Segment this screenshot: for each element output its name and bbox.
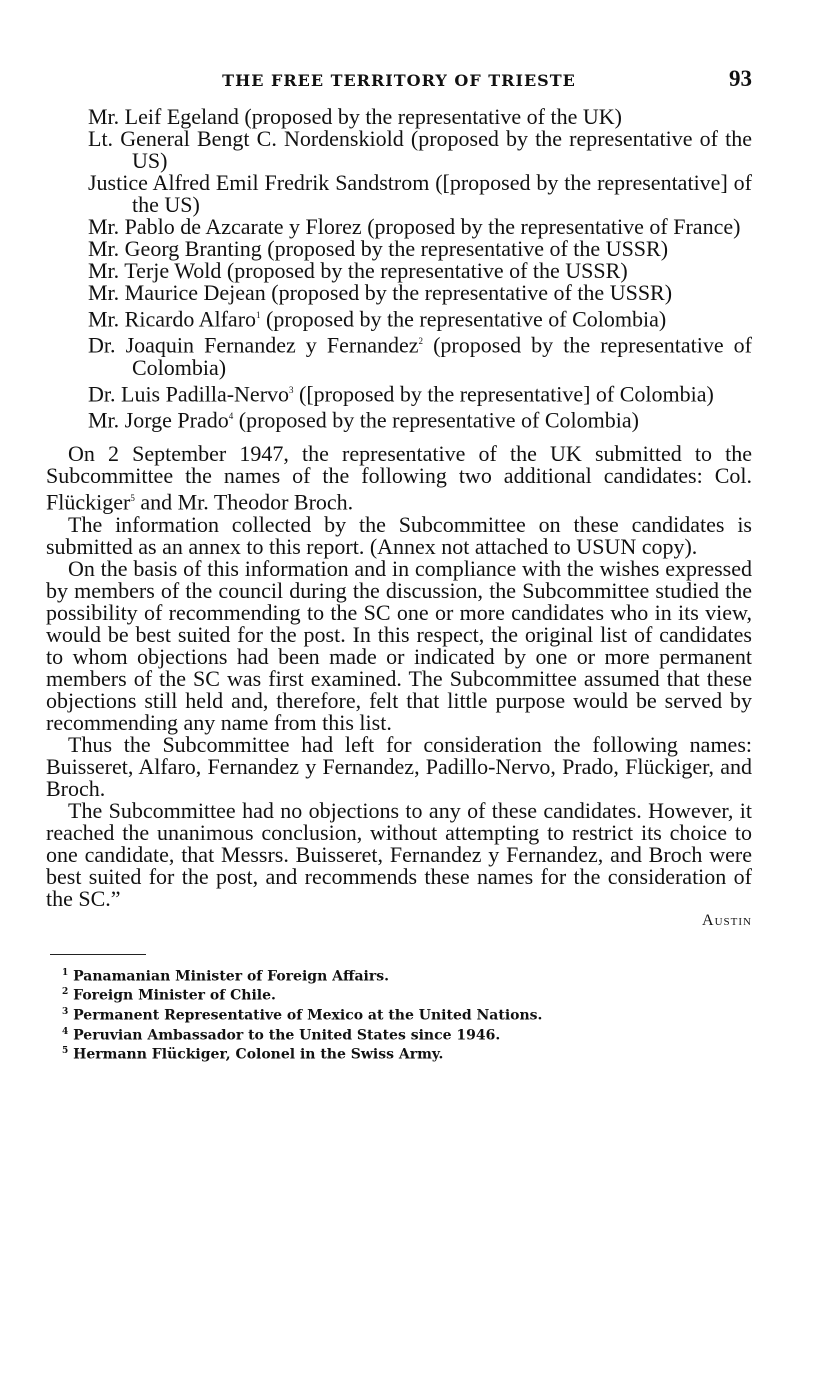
- footnote-text: Panamanian Minister of Foreign Affairs.: [73, 968, 390, 985]
- footnotes: [62, 965, 752, 1063]
- footnote-number: 3: [62, 1006, 69, 1017]
- candidate-item: Justice Alfred Emil Fredrik Sandstrom ([proposed by the representative] of the US): [88, 170, 752, 217]
- page-number: 93: [729, 66, 752, 91]
- candidate-item: [88, 330, 752, 378]
- candidate-item: Mr. Maurice Dejean (proposed by the representative of the USSR): [88, 280, 673, 305]
- body-paragraph: The information collected by the Subcommittee on these candidates is submitted as an annex to this report. (Annex not attached to USUN copy).: [46, 511, 752, 559]
- footnote-number: 2: [62, 987, 69, 998]
- footnote-text: Hermann Flückiger, Colonel in the Swiss Army.: [73, 1046, 444, 1063]
- footnote-number: 4: [62, 1026, 69, 1037]
- candidate-item: Mr. Terje Wold (proposed by the representative of the USSR): [88, 258, 628, 283]
- body-paragraph: [46, 443, 752, 513]
- paragraph-text: and Mr. Theodor Broch.: [134, 489, 354, 515]
- candidate-name: Mr. Ricardo Alfaro: [88, 306, 257, 332]
- footnote-text: Peruvian Ambassador to the United States since 1946.: [73, 1027, 501, 1044]
- footnote-number: 5: [62, 1046, 69, 1057]
- footnote-text: Permanent Representative of Mexico at the United Nations.: [73, 1007, 543, 1024]
- candidate-item: [88, 405, 752, 431]
- candidate-item: Mr. Leif Egeland (proposed by the representative of the UK): [88, 104, 622, 129]
- footnote: [62, 1024, 752, 1044]
- candidate-item: [88, 379, 752, 405]
- footnote: [62, 1043, 752, 1063]
- paragraph-text: On 2 September 1947, the representative of the UK submitted to the Subcommittee the names of the following two additional candidates: Col. Flückiger: [46, 441, 752, 515]
- footnote-number: 1: [62, 967, 69, 978]
- candidate-item: Mr. Georg Branting (proposed by the representative of the USSR): [88, 236, 669, 261]
- candidate-name: Dr. Luis Padilla-Nervo: [88, 380, 290, 406]
- body-paragraph: Thus the Subcommittee had left for consideration the following names: Buisseret, Alfaro, Fernandez y Fernandez, Padillo-Nervo, Prado, Flückiger, and Broch.: [46, 731, 752, 801]
- candidate-proposer: (proposed by the representative of Colombia): [233, 407, 639, 433]
- candidate-item: [88, 304, 752, 330]
- footnote-ref: 3: [289, 384, 294, 395]
- footnote-divider: [50, 954, 146, 955]
- candidate-list: [88, 106, 752, 431]
- footnote: [62, 984, 752, 1004]
- footnote-ref: 2: [418, 336, 424, 347]
- candidate-name: Dr. Joaquin Fernandez y Fernandez: [88, 332, 419, 358]
- footnote: [62, 1004, 752, 1024]
- candidate-proposer: (proposed by the representative of Colombia): [132, 332, 752, 380]
- candidate-name: Mr. Jorge Prado: [88, 407, 229, 433]
- signature: Austin: [702, 911, 752, 929]
- body-paragraph: On the basis of this information and in compliance with the wishes expressed by members of the council during the discussion, the Subcommittee studied the possibility of recommending to the SC one or more candidates who in its view, would be best suited for the post. In this respect, the original list of candidates to whom objections had been made or indicated by one or more permanent members of the SC was first examined. The Subcommittee assumed that these objections still held and, therefore, felt that little purpose would be served by recommending any name from this list.: [46, 555, 752, 735]
- body-paragraph: The Subcommittee had no objections to any of these candidates. However, it reached the unanimous conclusion, without attempting to restrict its choice to one candidate, that Messrs. Buisseret, Fernandez y Fernandez, and Broch were best suited for the post, and recommends these names for the consideration of the SC.”: [46, 797, 752, 911]
- footnote-ref: 4: [228, 410, 234, 421]
- candidate-item: Lt. General Bengt C. Nordenskiold (proposed by the representative of the US): [88, 126, 752, 173]
- footnote: [62, 965, 752, 985]
- candidate-item: Mr. Pablo de Azcarate y Florez (proposed by the representative of France): [88, 214, 741, 239]
- candidate-proposer: ([proposed by the representative] of Colombia): [293, 380, 714, 406]
- footnote-text: Foreign Minister of Chile.: [73, 987, 276, 1004]
- footnote-ref: 5: [130, 493, 135, 504]
- document-page: [46, 66, 752, 1063]
- running-title: THE FREE TERRITORY OF TRIESTE: [222, 71, 576, 90]
- running-header: [46, 66, 752, 106]
- footnote-ref: 1: [256, 310, 261, 320]
- candidate-proposer: (proposed by the representative of Colombia): [260, 306, 667, 332]
